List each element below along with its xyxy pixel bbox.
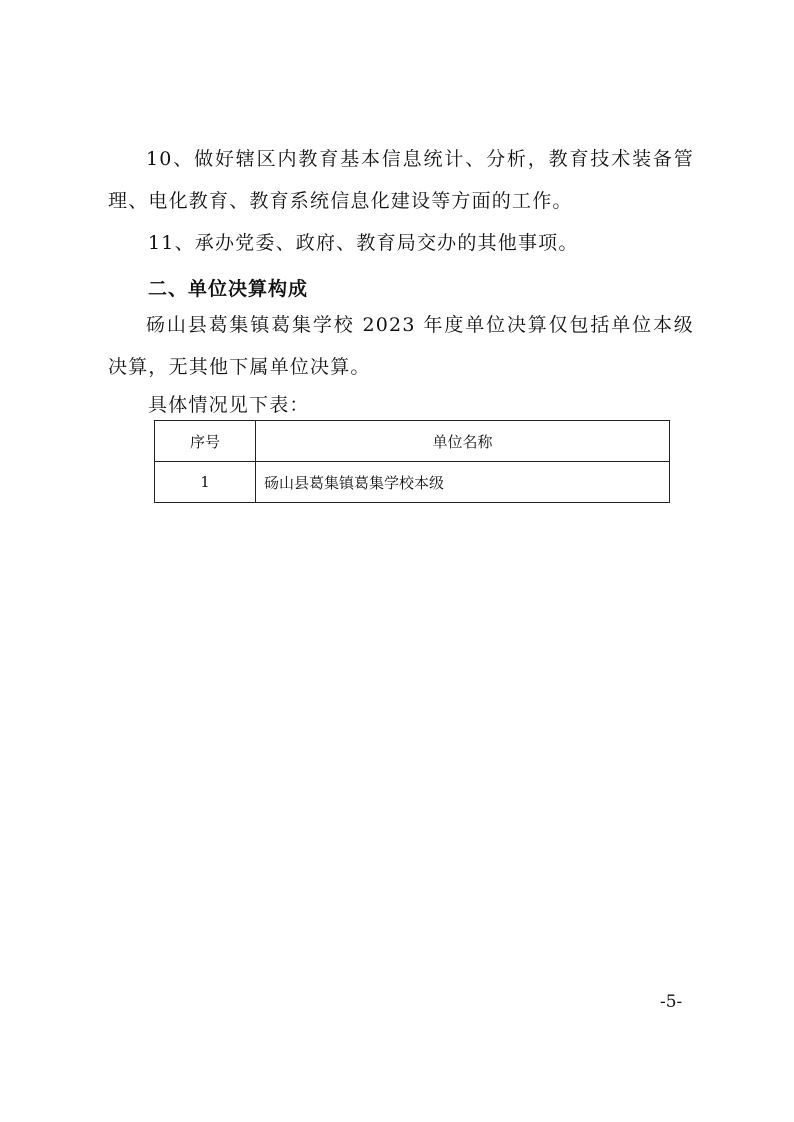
section-heading: 二、单位决算构成 <box>148 278 309 300</box>
table-header-row <box>155 421 670 462</box>
table-header-index: 序号 <box>155 421 256 462</box>
table-row <box>155 462 670 503</box>
table-intro: 具体情况见下表： <box>148 394 310 416</box>
paragraph-composition: 砀山县葛集镇葛集学校 2023 年度单位决算仅包括单位本级决算，无其他下属单位决算。 <box>108 314 694 378</box>
table-cell-index: 1 <box>155 462 256 503</box>
table-cell-unit-name: 砀山县葛集镇葛集学校本级 <box>256 462 670 503</box>
unit-table <box>154 420 670 503</box>
paragraph-11: 11、承办党委、政府、教育局交办的其他事项。 <box>148 232 579 254</box>
page-number: -5- <box>660 992 683 1012</box>
paragraph-10: 10、做好辖区内教育基本信息统计、分析，教育技术装备管理、电化教育、教育系统信息化建设等方面的工作。 <box>108 148 694 212</box>
table-header-unit-name: 单位名称 <box>256 421 670 462</box>
